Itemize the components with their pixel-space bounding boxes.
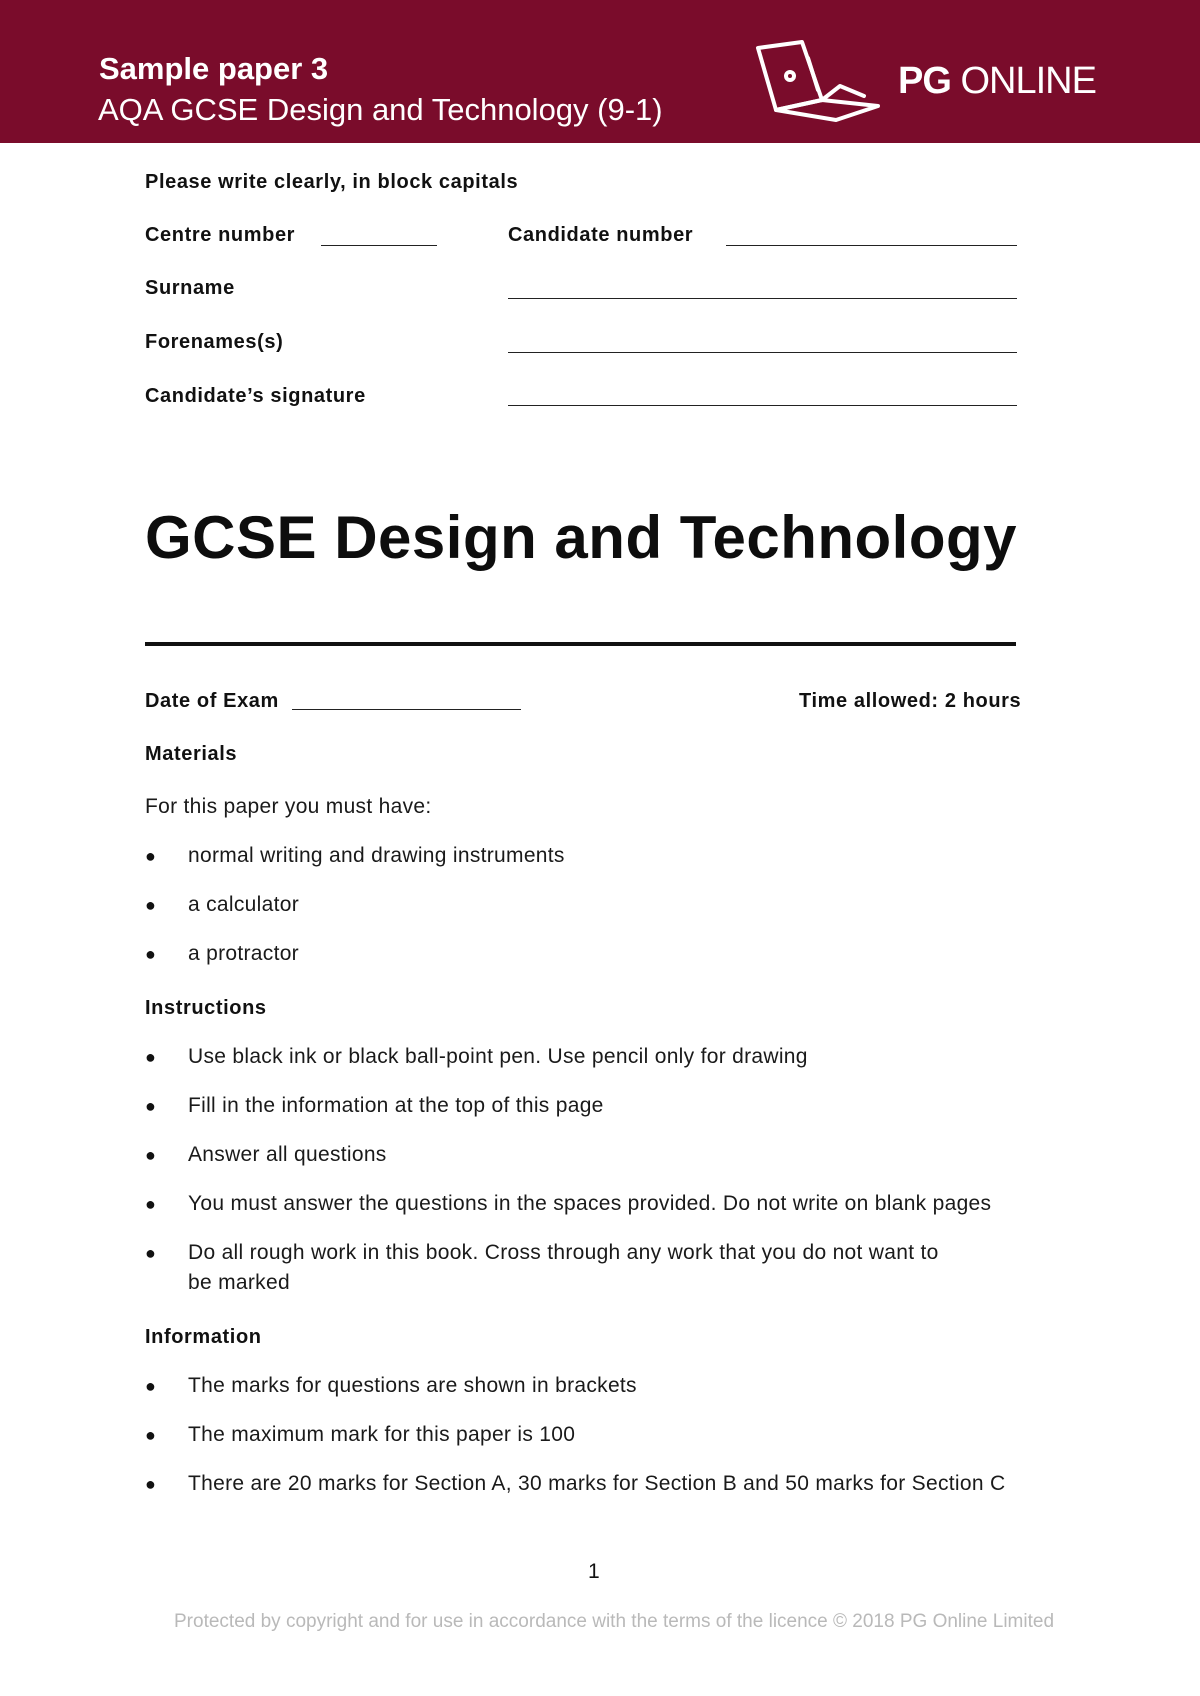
materials-intro: For this paper you must have:: [145, 795, 432, 818]
bullet-icon: ●: [145, 944, 156, 964]
instructions-item: Answer all questions: [188, 1143, 387, 1166]
instructions-item-continuation: be marked: [188, 1271, 290, 1294]
bullet-icon: ●: [145, 1474, 156, 1494]
page-number: 1: [588, 1560, 600, 1583]
date-of-exam-field[interactable]: [292, 709, 521, 710]
brand-logo: [898, 60, 1096, 103]
bullet-icon: ●: [145, 1376, 156, 1396]
bullet-icon: ●: [145, 1425, 156, 1445]
materials-item: a calculator: [188, 893, 299, 916]
instructions-heading: Instructions: [145, 997, 267, 1019]
bullet-icon: ●: [145, 895, 156, 915]
materials-item: normal writing and drawing instruments: [188, 844, 565, 867]
materials-item: a protractor: [188, 942, 299, 965]
information-item: The maximum mark for this paper is 100: [188, 1423, 576, 1446]
time-allowed: Time allowed: 2 hours: [799, 690, 1022, 712]
information-heading: Information: [145, 1326, 262, 1348]
surname-field[interactable]: [508, 298, 1017, 299]
bullet-icon: ●: [145, 1047, 156, 1067]
instructions-item: Do all rough work in this book. Cross through any work that you do not want to: [188, 1241, 939, 1264]
candidate-number-field[interactable]: [726, 245, 1017, 246]
laptop-icon: [752, 40, 884, 124]
signature-label: Candidate’s signature: [145, 385, 366, 407]
candidate-number-label: Candidate number: [508, 224, 694, 246]
bullet-icon: ●: [145, 1194, 156, 1214]
header-banner: [0, 0, 1200, 143]
instructions-item: You must answer the questions in the spaces provided. Do not write on blank pages: [188, 1192, 992, 1215]
surname-label: Surname: [145, 277, 235, 299]
centre-number-label: Centre number: [145, 224, 296, 246]
bullet-icon: ●: [145, 1096, 156, 1116]
bullet-icon: ●: [145, 1243, 156, 1263]
form-instruction: Please write clearly, in block capitals: [145, 171, 519, 193]
instructions-item: Use black ink or black ball-point pen. Use pencil only for drawing: [188, 1045, 808, 1068]
title-divider: [145, 642, 1016, 646]
paper-title: Sample paper 3: [99, 51, 329, 86]
centre-number-field[interactable]: [321, 245, 437, 246]
instructions-item: Fill in the information at the top of this page: [188, 1094, 604, 1117]
copyright-footer: Protected by copyright and for use in accordance with the terms of the licence © 2018 PG Online Limited: [174, 1611, 1055, 1632]
bullet-icon: ●: [145, 846, 156, 866]
signature-field[interactable]: [508, 405, 1017, 406]
information-item: There are 20 marks for Section A, 30 marks for Section B and 50 marks for Section C: [188, 1472, 1006, 1495]
page-title: GCSE Design and Technology: [145, 504, 1017, 571]
forenames-label: Forenames(s): [145, 331, 284, 353]
forenames-field[interactable]: [508, 352, 1017, 353]
logo-online: ONLINE: [950, 60, 1096, 102]
materials-heading: Materials: [145, 743, 238, 765]
bullet-icon: ●: [145, 1145, 156, 1165]
logo-pg: PG: [898, 60, 951, 102]
date-of-exam-label: Date of Exam: [145, 690, 279, 712]
information-item: The marks for questions are shown in brackets: [188, 1374, 637, 1397]
paper-subtitle: AQA GCSE Design and Technology (9-1): [98, 92, 663, 127]
